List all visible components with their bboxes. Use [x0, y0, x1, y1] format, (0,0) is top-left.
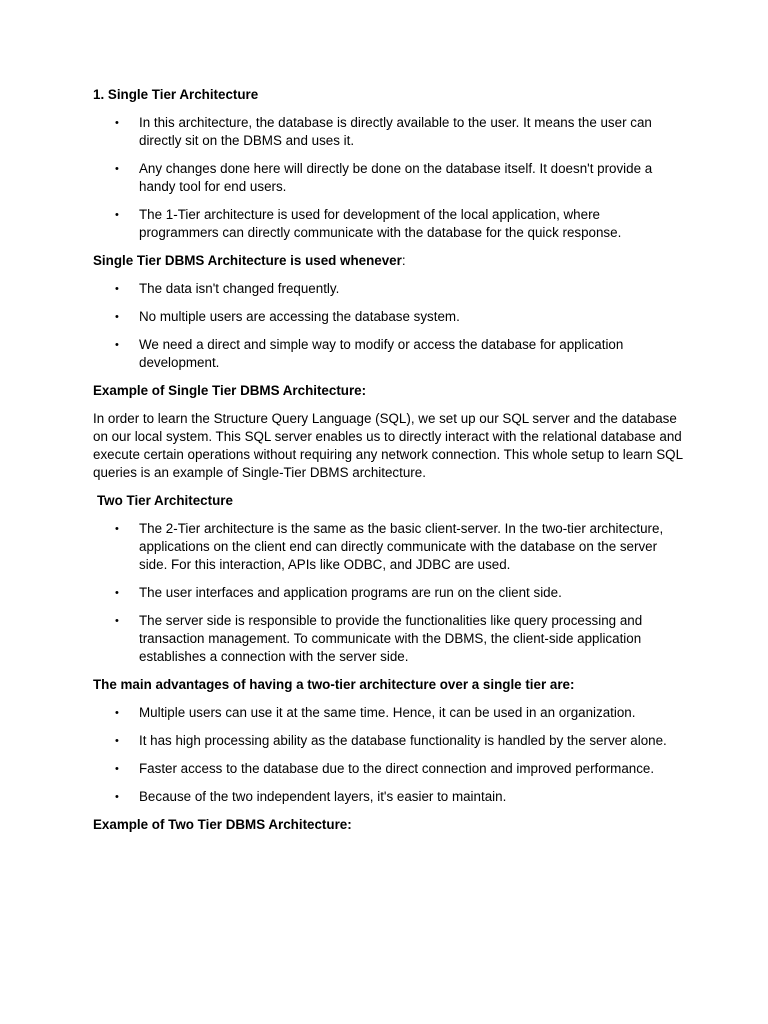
- bullet-icon: •: [115, 707, 119, 719]
- section2-bullet-list: [93, 520, 683, 666]
- list-item-text: The server side is responsible to provide the functionalities like query processing and transaction management. To communicate with the DBMS, the client-side application establishes a connection with the server side.: [139, 613, 643, 664]
- list-item-text: The 1-Tier architecture is used for development of the local application, where programmers can directly communicate with the database for the quick response.: [139, 207, 622, 240]
- bullet-icon: •: [115, 311, 119, 323]
- list-item: [93, 788, 683, 806]
- when-heading-colon: :: [401, 253, 406, 268]
- section2-advantages-list: [93, 704, 683, 806]
- list-item: [93, 612, 683, 666]
- section1-example-heading: Example of Single Tier DBMS Architecture:: [93, 383, 367, 398]
- section1-title: 1. Single Tier Architecture: [93, 87, 259, 102]
- bullet-icon: •: [115, 791, 119, 803]
- document-page: [93, 86, 683, 844]
- bullet-icon: •: [115, 523, 119, 535]
- list-item: [93, 704, 683, 722]
- list-item-text: The data isn't changed frequently.: [139, 281, 340, 296]
- list-item: [93, 732, 683, 750]
- list-item-text: Any changes done here will directly be done on the database itself. It doesn't provide a handy tool for end users.: [139, 161, 653, 194]
- list-item: [93, 206, 683, 242]
- list-item-text: The user interfaces and application programs are run on the client side.: [139, 585, 562, 600]
- list-item: [93, 308, 683, 326]
- section1-example-paragraph: In order to learn the Structure Query Language (SQL), we set up our SQL server and the database on our local system. This SQL server enables us to directly interact with the relational database and execute certain operations without requiring any network connection. This whole setup to learn SQL queries is an example of Single-Tier DBMS architecture.: [93, 411, 683, 480]
- section1-when-list: [93, 280, 683, 372]
- bullet-icon: •: [115, 209, 119, 221]
- bullet-icon: •: [115, 283, 119, 295]
- list-item-text: Multiple users can use it at the same time. Hence, it can be used in an organization.: [139, 705, 636, 720]
- list-item-text: In this architecture, the database is directly available to the user. It means the user can directly sit on the DBMS and uses it.: [139, 115, 652, 148]
- list-item-text: Faster access to the database due to the direct connection and improved performance.: [139, 761, 655, 776]
- bullet-icon: •: [115, 163, 119, 175]
- list-item: [93, 336, 683, 372]
- list-item: [93, 160, 683, 196]
- bullet-icon: •: [115, 615, 119, 627]
- bullet-icon: •: [115, 735, 119, 747]
- bullet-icon: •: [115, 763, 119, 775]
- bullet-icon: •: [115, 587, 119, 599]
- list-item: [93, 584, 683, 602]
- list-item: [93, 280, 683, 298]
- section2-example-heading: Example of Two Tier DBMS Architecture:: [93, 817, 352, 832]
- list-item-text: The 2-Tier architecture is the same as the basic client-server. In the two-tier architecture, applications on the client end can directly communicate with the database on the server side. For this interaction, APIs like ODBC, and JDBC are used.: [139, 521, 664, 572]
- bullet-icon: •: [115, 117, 119, 129]
- section2-title: Two Tier Architecture: [97, 493, 233, 508]
- list-item-text: We need a direct and simple way to modify or access the database for application development.: [139, 337, 624, 370]
- list-item: [93, 520, 683, 574]
- section2-advantages-heading: The main advantages of having a two-tier architecture over a single tier are:: [93, 677, 575, 692]
- when-heading-text: Single Tier DBMS Architecture is used whenever: [93, 253, 402, 268]
- list-item-text: Because of the two independent layers, it's easier to maintain.: [139, 789, 507, 804]
- bullet-icon: •: [115, 339, 119, 351]
- list-item: [93, 760, 683, 778]
- list-item-text: It has high processing ability as the database functionality is handled by the server alone.: [139, 733, 667, 748]
- list-item: [93, 114, 683, 150]
- list-item-text: No multiple users are accessing the database system.: [139, 309, 460, 324]
- section1-bullet-list: [93, 114, 683, 242]
- section1-when-heading: [93, 252, 683, 270]
